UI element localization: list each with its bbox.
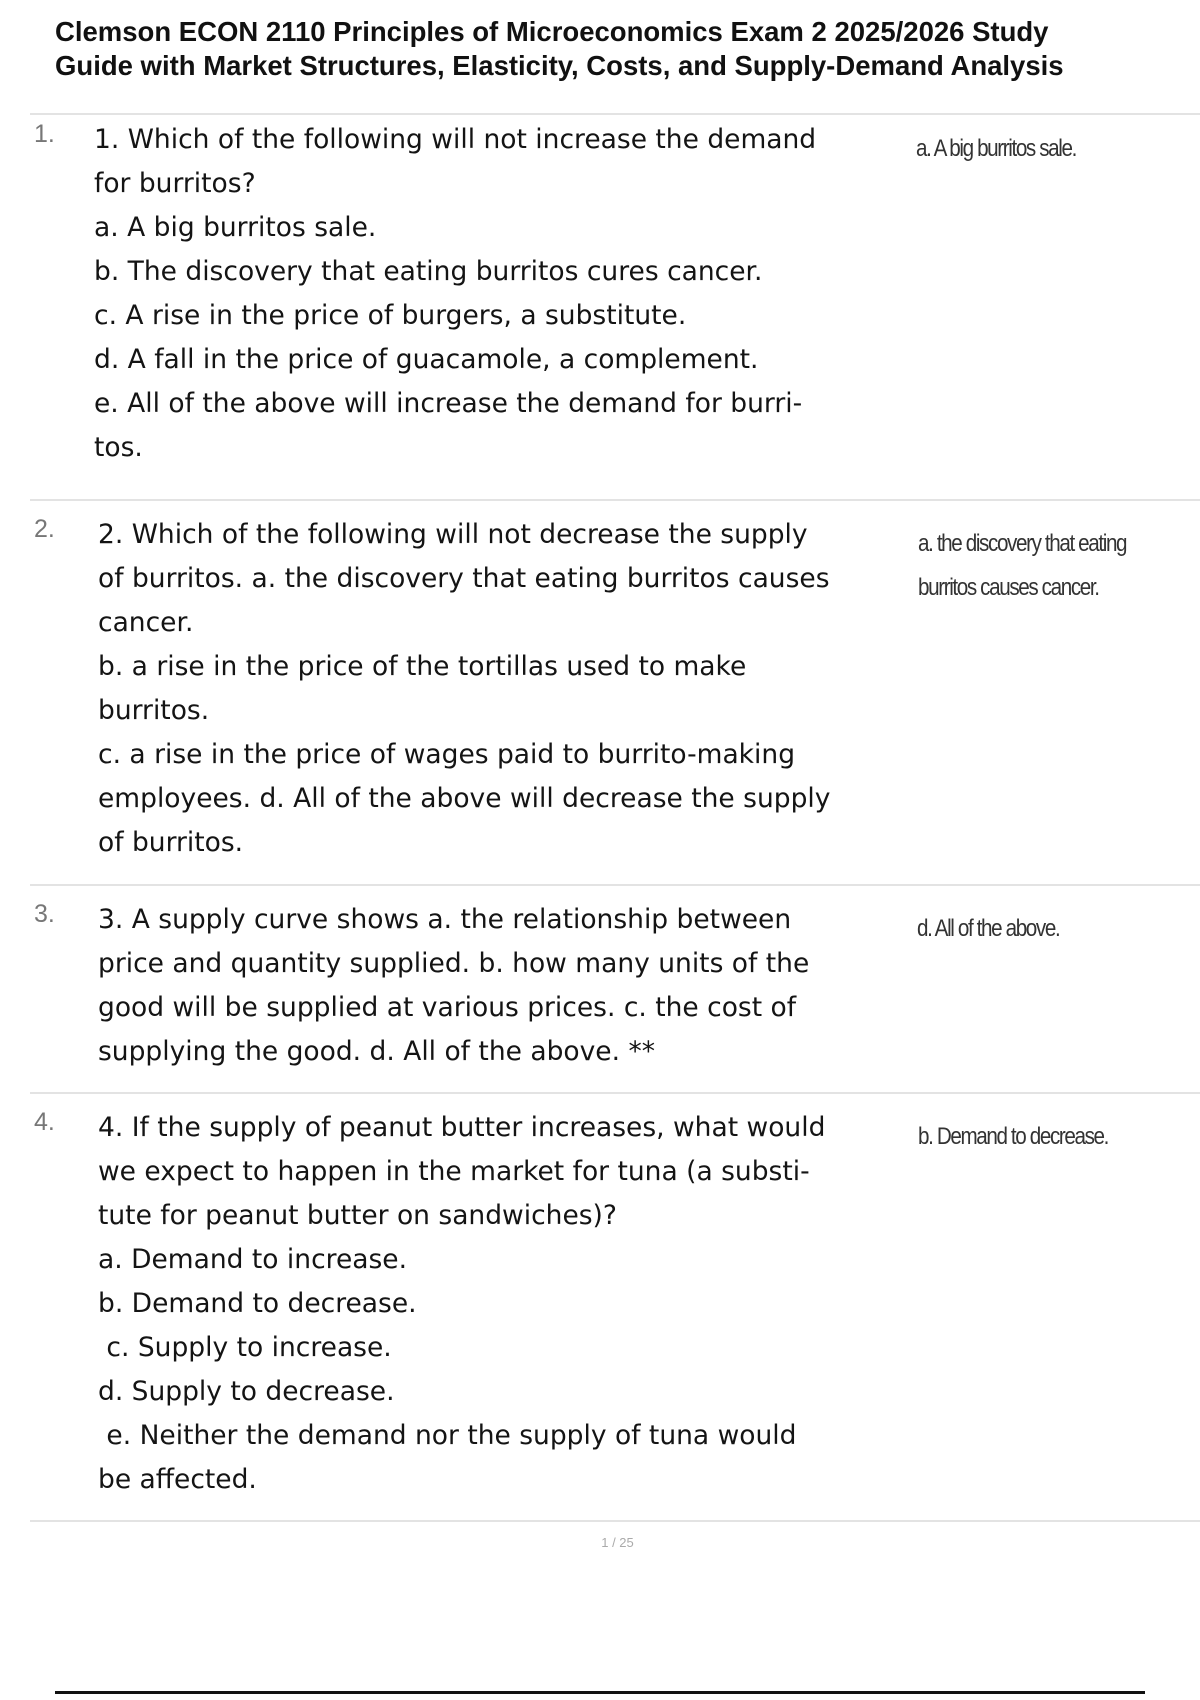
flashcard-3	[30, 898, 1200, 1083]
question-line: 4. If the supply of peanut butter increases, what would	[98, 1112, 826, 1143]
question-line: 1. Which of the following will not increase the demand	[94, 124, 817, 155]
question-line: d. A fall in the price of guacamole, a complement.	[94, 344, 759, 375]
card-answer	[916, 127, 1170, 171]
question-line: price and quantity supplied. b. how many units of the	[98, 948, 810, 979]
question-line: 2. Which of the following will not decrease the supply	[98, 519, 808, 550]
card-answer	[918, 1115, 1172, 1159]
page-indicator: 1 / 25	[601, 1535, 634, 1550]
question-line: we expect to happen in the market for tuna (a substi-	[98, 1156, 810, 1187]
answer-line: d. All of the above.	[917, 915, 1060, 942]
answer-line: b. Demand to decrease.	[918, 1123, 1109, 1150]
card-answer	[917, 907, 1171, 951]
question-line: tos.	[94, 432, 143, 463]
question-line: e. All of the above will increase the demand for burri-	[94, 388, 803, 419]
question-line: for burritos?	[94, 168, 256, 199]
question-line: of burritos. a. the discovery that eating burritos causes	[98, 563, 830, 594]
divider	[30, 1092, 1200, 1094]
answer-line: a. the discovery that eating	[918, 530, 1127, 557]
card-answer	[918, 522, 1172, 610]
question-line: employees. d. All of the above will decrease the supply	[98, 783, 831, 814]
question-line: c. A rise in the price of burgers, a substitute.	[94, 300, 687, 331]
flashcard-1	[30, 118, 1200, 496]
card-number: 2.	[34, 515, 55, 543]
bottom-rule	[55, 1691, 1145, 1694]
question-line: e. Neither the demand nor the supply of tuna would	[98, 1420, 797, 1451]
question-line: b. The discovery that eating burritos cures cancer.	[94, 256, 763, 287]
question-line: tute for peanut butter on sandwiches)?	[98, 1200, 617, 1231]
document-title	[55, 15, 1175, 83]
question-line: good will be supplied at various prices. c. the cost of	[98, 992, 797, 1023]
question-line: b. a rise in the price of the tortillas used to make	[98, 651, 747, 682]
card-question	[98, 513, 948, 865]
divider	[30, 1520, 1200, 1522]
question-line: of burritos.	[98, 827, 244, 858]
card-number: 1.	[34, 120, 55, 148]
card-question	[98, 898, 948, 1074]
title-line-2: Guide with Market Structures, Elasticity, Costs, and Supply-Demand Analysis	[55, 50, 1064, 81]
title-line-1: Clemson ECON 2110 Principles of Microeconomics Exam 2 2025/2026 Study	[55, 16, 1049, 47]
question-line: d. Supply to decrease.	[98, 1376, 395, 1407]
flashcard-4	[30, 1106, 1200, 1506]
answer-line: burritos causes cancer.	[918, 574, 1099, 601]
question-line: burritos.	[98, 695, 210, 726]
question-line: cancer.	[98, 607, 194, 638]
flashcard-2	[30, 513, 1200, 873]
card-number: 3.	[34, 900, 55, 928]
question-line: a. A big burritos sale.	[94, 212, 377, 243]
question-line: c. a rise in the price of wages paid to burrito-making	[98, 739, 796, 770]
card-number: 4.	[34, 1108, 55, 1136]
question-line: 3. A supply curve shows a. the relationship between	[98, 904, 792, 935]
card-question	[94, 118, 944, 470]
divider	[30, 113, 1200, 115]
divider	[30, 884, 1200, 886]
question-line: be affected.	[98, 1464, 257, 1495]
question-line: c. Supply to increase.	[98, 1332, 392, 1363]
card-question	[98, 1106, 948, 1502]
question-line: b. Demand to decrease.	[98, 1288, 417, 1319]
question-line: supplying the good. d. All of the above. **	[98, 1036, 655, 1067]
question-line: a. Demand to increase.	[98, 1244, 408, 1275]
answer-line: a. A big burritos sale.	[916, 135, 1076, 162]
divider	[30, 499, 1200, 501]
